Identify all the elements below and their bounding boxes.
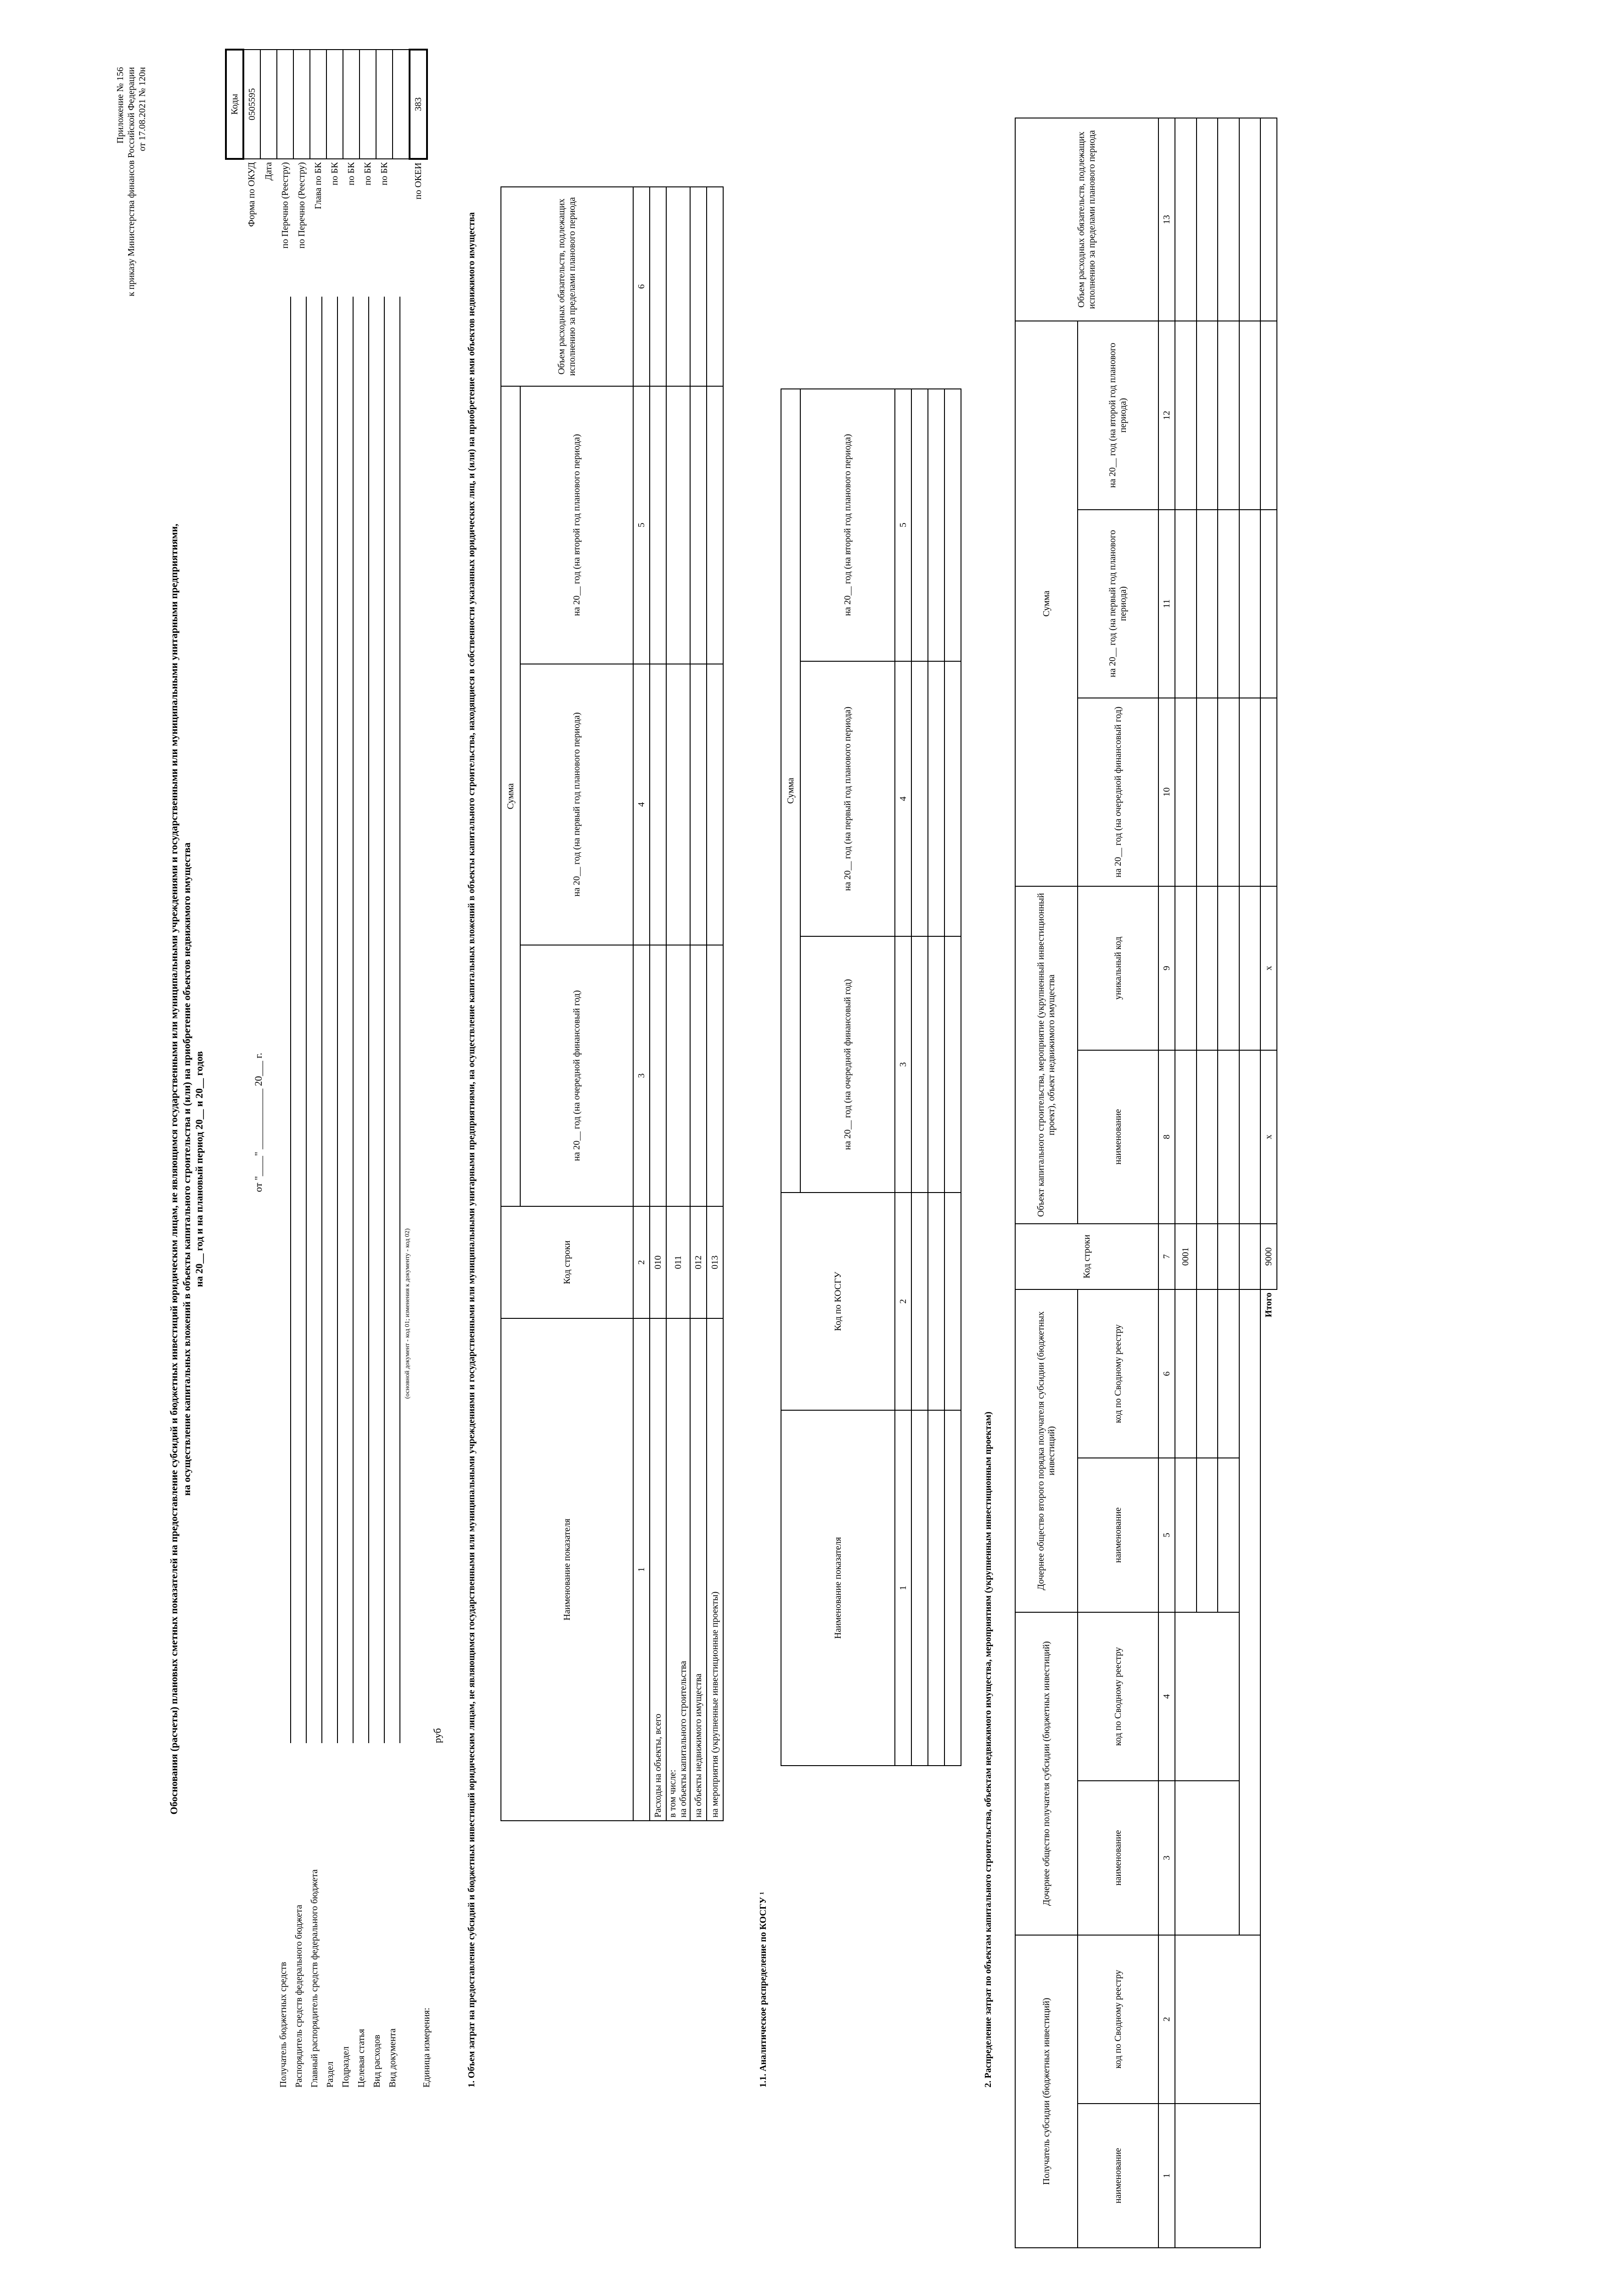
row-code: 012 (690, 1206, 707, 1318)
field-section: Раздел (325, 2061, 335, 2088)
cell (1175, 2104, 1260, 2248)
s11-h-y2: на 20__ год (на первый год планового периода) (800, 661, 895, 937)
col-num: 4 (633, 664, 650, 945)
cell (1218, 1458, 1239, 1612)
row-name: Расходы на объекты, всего (650, 1318, 666, 1821)
codes-header: Коды (226, 50, 243, 159)
col-num: 5 (633, 386, 650, 664)
col-num: 5 (895, 389, 911, 661)
cell (1260, 118, 1277, 321)
section1-table (500, 186, 724, 1821)
cell (928, 1193, 944, 1410)
codes-label (393, 159, 410, 278)
cell (666, 187, 690, 386)
table-row (666, 187, 690, 1821)
cell (1197, 118, 1218, 321)
row-name: в том числе: на объекты капитального строительства (666, 1318, 690, 1821)
section1-title: 1. Объем затрат на предоставление субсидий и бюджетных инвестиций юридическим лицам, не являющимся государственными или муниципальными учреждениями и государственными или муниципальными унитарными предприятиями, на осуществление капитальных вложений в объекты капитального строительства, находящиеся в собственности указанных юридических лиц, и (или) на приобретение ими объектов недвижимого имущества (466, 212, 477, 2088)
cell (1260, 321, 1277, 509)
s2-h-recipient: Получатель субсидии (бюджетных инвестиций) (1015, 1935, 1078, 2248)
section11-table (781, 388, 961, 1766)
cell (911, 389, 928, 661)
cell (928, 936, 944, 1193)
cell (1197, 886, 1218, 1050)
codes-cell (376, 50, 393, 159)
col-num: 1 (895, 1410, 911, 1766)
s1-h-code: Код строки (501, 1206, 633, 1318)
codes-block (225, 49, 428, 278)
okud-code: 0505595 (243, 50, 260, 159)
date-code (260, 50, 277, 159)
cell (1175, 886, 1197, 1050)
s2-h-y3: на 20__ год (на второй год планового периода) (1078, 321, 1158, 509)
section2-table-wrap (1015, 118, 1277, 2248)
cell (911, 1410, 928, 1766)
cell (1218, 886, 1239, 1050)
s11-h-y1: на 20__ год (на очередной финансовый год) (800, 936, 895, 1193)
codes-cell (293, 50, 310, 159)
cell (707, 945, 723, 1206)
cell (690, 386, 707, 664)
s2-h-code-reg: код по Сводному реестру (1078, 1935, 1158, 2104)
col-num: 9 (1158, 886, 1175, 1050)
field-recipient: Получатель бюджетных средств (278, 1962, 288, 2088)
cell (944, 936, 961, 1193)
field-line (306, 297, 307, 1743)
s2-h-y2: на 20__ год (на первый год планового периода) (1078, 510, 1158, 698)
cell (1239, 1289, 1261, 1935)
cell (666, 664, 690, 945)
col-num: 5 (1158, 1458, 1175, 1612)
cell (1239, 118, 1261, 321)
section2-table (1015, 118, 1277, 2248)
cell (650, 386, 666, 664)
cell (1175, 1458, 1197, 1612)
codes-cell (277, 50, 293, 159)
col-num: 1 (633, 1318, 650, 1821)
cell (1218, 1289, 1239, 1458)
codes-label: Дата (263, 162, 274, 180)
field-line (353, 297, 354, 1743)
table-row (944, 389, 961, 1766)
col-num: 2 (633, 1206, 650, 1318)
cell (1239, 321, 1261, 509)
table-row (911, 389, 928, 1766)
cell (1175, 510, 1197, 698)
field-expense-type: Вид расходов (372, 2035, 382, 2088)
cell (928, 389, 944, 661)
cell (1239, 886, 1261, 1050)
s2-h-unique: уникальный код (1078, 886, 1158, 1050)
col-num: 2 (1158, 1935, 1175, 2104)
cell (1260, 510, 1277, 698)
section11-table-wrap (781, 388, 961, 1766)
codes-cell (393, 50, 410, 159)
s1-h-y3: на 20__ год (на второй год планового периода) (520, 386, 633, 664)
field-line (321, 297, 322, 1743)
field-line (384, 297, 385, 1743)
codes-label: Глава по БК (313, 162, 323, 209)
cell (1175, 1935, 1260, 2104)
appendix-date: от 17.08.2021 № 120н (137, 67, 147, 152)
appendix-number: Приложение № 156 (115, 67, 125, 144)
field-subsection: Подраздел (341, 2046, 351, 2088)
s2-h-sub2: Дочернее общество второго порядка получателя субсидии (бюджетных инвестиций) (1015, 1289, 1078, 1612)
cell (1175, 321, 1197, 509)
cell (707, 664, 723, 945)
col-num: 6 (633, 187, 650, 386)
total-row (1260, 118, 1277, 2248)
cell (928, 1410, 944, 1766)
section11-title: 1.1. Аналитическое распределение по КОСГУ ¹ (758, 1891, 768, 2088)
cell (944, 661, 961, 937)
s2-h-object: Объект капитального строительства, мероприятие (укрупненный инвестиционный проект), объект недвижимого имущества (1015, 886, 1078, 1224)
cell (944, 1410, 961, 1766)
row-name: на мероприятия (укрупненные инвестиционные проекты) (707, 1318, 723, 1821)
cell (911, 936, 928, 1193)
col-num: 6 (1158, 1289, 1175, 1458)
cell (1239, 698, 1261, 886)
section1-table-wrap (500, 186, 724, 1821)
field-unit: Единица измерения: (422, 2008, 432, 2088)
cell (1197, 510, 1218, 698)
codes-label: по Перечню (Реестру) (280, 162, 290, 249)
codes-label: по Перечню (Реестру) (296, 162, 307, 249)
field-line (337, 297, 338, 1743)
cell (1197, 698, 1218, 886)
s11-h-y3: на 20__ год (на второй год планового периода) (800, 389, 895, 661)
col-num: 8 (1158, 1050, 1175, 1224)
s2-h-name: наименование (1078, 1050, 1158, 1224)
col-num: 13 (1158, 118, 1175, 321)
total-code: 9000 (1260, 1224, 1277, 1289)
codes-label: по БК (329, 162, 340, 186)
cell (650, 187, 666, 386)
cell (1239, 510, 1261, 698)
cell (944, 389, 961, 661)
table-row (707, 187, 723, 1821)
row-code: 011 (666, 1206, 690, 1318)
field-doc-type: Вид документа (388, 2028, 398, 2088)
row-code: 013 (707, 1206, 723, 1318)
codes-cell (360, 50, 376, 159)
col-num: 2 (895, 1193, 911, 1410)
s1-h-y1: на 20__ год (на очередной финансовый год) (520, 945, 633, 1206)
codes-label: по БК (346, 162, 356, 186)
col-num: 12 (1158, 321, 1175, 509)
col-num: 3 (633, 945, 650, 1206)
title-line-2: на осуществление капитальных вложений в объекты капитального строительства и (или) на приобретение объектов недвижимого имущества (180, 842, 192, 1496)
cell (911, 661, 928, 937)
cell (1218, 510, 1239, 698)
title-line-1: Обоснования (расчеты) плановых сметных показателей на предоставление субсидий и бюджетных инвестиций юридическим лицам, не являющимся государственными или муниципальными учреждениями и государственными или муниципальными унитарными предприятиями, (168, 523, 180, 1815)
okei-code: 383 (410, 50, 427, 159)
unit-value: руб (432, 1728, 443, 1743)
s2-h-name: наименование (1078, 1458, 1158, 1612)
cell (666, 945, 690, 1206)
col-num: 11 (1158, 510, 1175, 698)
cell (1197, 1458, 1218, 1612)
row-code: 010 (650, 1206, 666, 1318)
s1-h-sum: Сумма (501, 386, 520, 1206)
cell (1175, 118, 1197, 321)
table-row (690, 187, 707, 1821)
s11-h-kosgu: Код по КОСГУ (781, 1193, 895, 1410)
field-target-article: Целевая статья (356, 2029, 366, 2088)
appendix-to: к приказу Министерства финансов Российской Федерации (126, 67, 136, 297)
s1-h-y2: на 20__ год (на первый год планового периода) (520, 664, 633, 945)
col-num: 1 (1158, 2104, 1175, 2248)
cell (707, 187, 723, 386)
cell (1218, 1224, 1239, 1289)
field-disposer: Распорядитель средств федерального бюджета (294, 1905, 304, 2088)
col-num: 10 (1158, 698, 1175, 886)
appendix-block (115, 67, 148, 306)
cell (690, 664, 707, 945)
col-num: 3 (1158, 1781, 1175, 1935)
cell (1197, 1224, 1218, 1289)
s2-h-name: наименование (1078, 1781, 1158, 1935)
x-mark: x (1260, 886, 1277, 1050)
cell (911, 1193, 928, 1410)
codes-label: по ОКЕИ (413, 163, 423, 200)
s1-h-name: Наименование показателя (501, 1318, 633, 1821)
field-line (368, 297, 369, 1743)
s11-h-sum: Сумма (781, 389, 800, 1193)
s1-h-obligations: Объем расходных обязательств, подлежащих исполнению за пределами планового периода (501, 187, 633, 386)
cell (1239, 1224, 1261, 1289)
table-row (1175, 118, 1197, 2248)
s2-h-code-reg: код по Сводному реестру (1078, 1289, 1158, 1458)
cell (1175, 1289, 1197, 1458)
table-row (1239, 118, 1261, 2248)
cell (944, 1193, 961, 1410)
field-line (290, 297, 291, 1743)
col-num: 3 (895, 936, 911, 1193)
s2-h-sub1: Дочернее общество получателя субсидии (бюджетных инвестиций) (1015, 1612, 1078, 1935)
codes-label: по БК (379, 162, 389, 186)
cell (1175, 1781, 1239, 1935)
cell (1239, 1050, 1261, 1224)
cell (666, 386, 690, 664)
cell (1218, 1050, 1239, 1224)
cell (707, 386, 723, 664)
document-title (168, 159, 206, 2179)
codes-cell (310, 50, 326, 159)
cell (1175, 1612, 1239, 1781)
cell (928, 661, 944, 937)
s11-h-name: Наименование показателя (781, 1410, 895, 1766)
field-main-disposer: Главный распорядитель средств федерального бюджета (309, 1869, 320, 2088)
field-line (399, 297, 400, 1743)
table-row (650, 187, 666, 1821)
cell (1197, 1289, 1218, 1458)
x-mark: x (1260, 1050, 1277, 1224)
cell (1218, 118, 1239, 321)
codes-cell (343, 50, 360, 159)
cell (650, 945, 666, 1206)
doc-type-hint: (основной документ - код 01; изменения к документу - код 02) (404, 1228, 411, 1399)
date-line: от "____" ____________ 20___ г. (253, 1052, 264, 1192)
s2-h-obligations: Объем расходных обязательств, подлежащих исполнению за пределами планового периода (1015, 118, 1158, 321)
s2-h-y1: на 20__ год (на очередной финансовый год) (1078, 698, 1158, 886)
cell (1218, 698, 1239, 886)
cell (1175, 1050, 1197, 1224)
codes-label: Форма по ОКУД (247, 162, 257, 227)
section2-title: 2. Распределение затрат по объектам капитального строительства, объектам недвижимого имущества, мероприятиям (укрупненным инвестиционным проектам) (983, 1412, 993, 2088)
col-num: 7 (1158, 1224, 1175, 1289)
cell (1175, 698, 1197, 886)
codes-cell (326, 50, 343, 159)
s2-h-code-reg: код по Сводному реестру (1078, 1612, 1158, 1781)
s2-h-code-row: Код строки (1015, 1224, 1158, 1289)
col-num: 4 (1158, 1612, 1175, 1781)
row-code: 0001 (1175, 1224, 1197, 1289)
row-name: на объекты недвижимого имущества (690, 1318, 707, 1821)
title-line-3: на 20__ год и на плановый период 20__ и 20__ годов (193, 1051, 205, 1287)
header-fields (275, 1766, 434, 2088)
table-row (928, 389, 944, 1766)
cell (1197, 1050, 1218, 1224)
col-num: 4 (895, 661, 911, 937)
s2-h-name: наименование (1078, 2104, 1158, 2248)
cell (1260, 698, 1277, 886)
cell (690, 187, 707, 386)
cell (1197, 321, 1218, 509)
total-label: Итого (1264, 1292, 1274, 1317)
cell (690, 945, 707, 1206)
s2-h-sum: Сумма (1015, 321, 1078, 886)
codes-label: по БК (362, 162, 373, 186)
cell (650, 664, 666, 945)
cell (1218, 321, 1239, 509)
